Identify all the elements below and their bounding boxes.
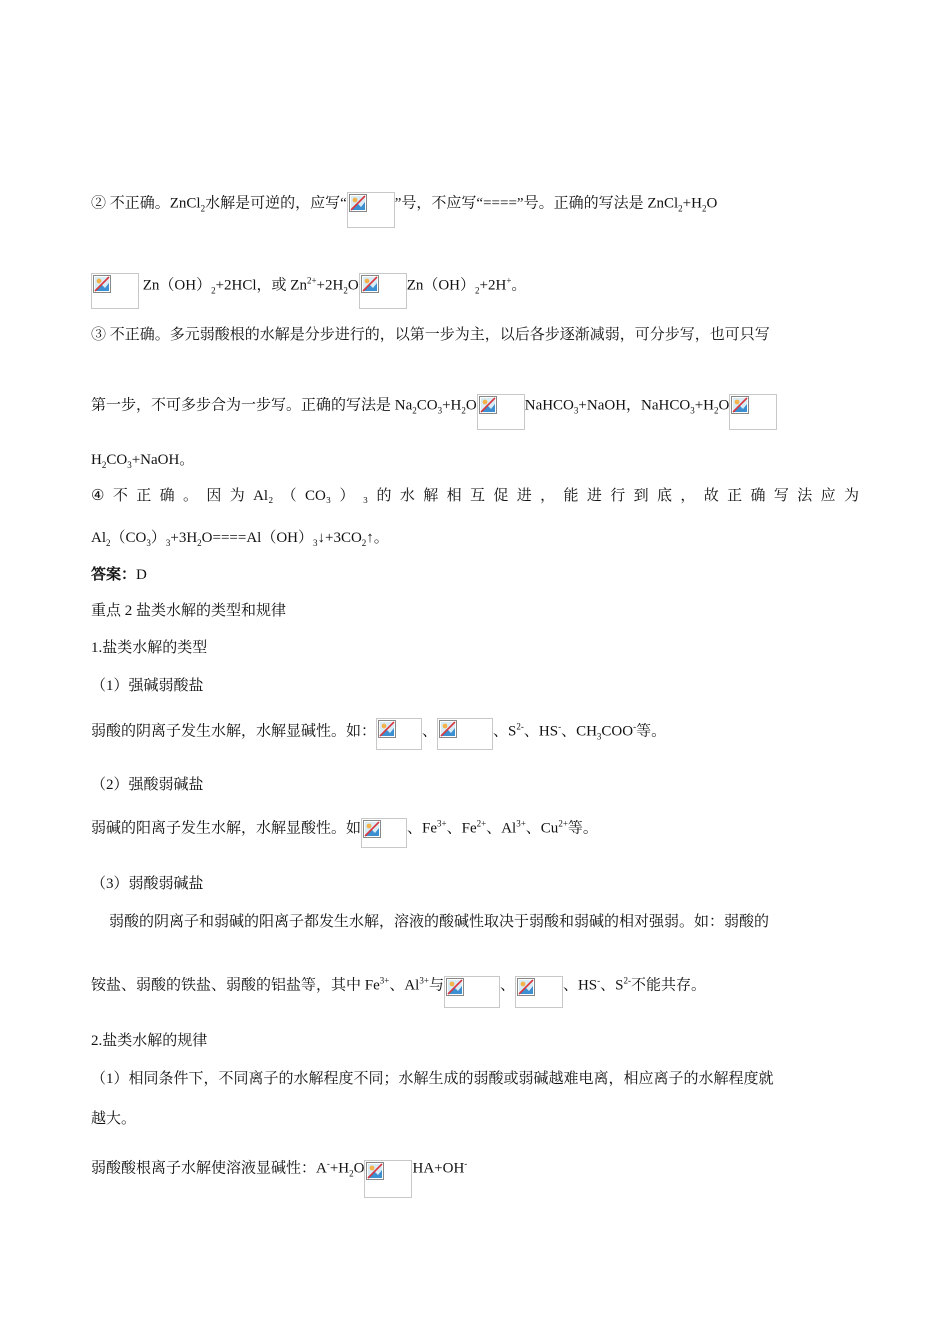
p4-token: 法 (797, 488, 813, 504)
p4-token: 的 (376, 488, 392, 504)
p4-token: 为 (229, 488, 245, 504)
s3-line-2: 铵盐、弱酸的铁盐、弱酸的铝盐等，其中 $Fe^{3+}$、$Al^{3+}$与 、 、HS-、$S^{2-}$不能共存。 (91, 970, 706, 1002)
p4-token: 确 (750, 488, 766, 504)
p4-token: 底 (656, 488, 672, 504)
p4-token: 故 (703, 488, 719, 504)
paragraph-3-line-1: ③ 不正确。多元弱酸根的水解是分步进行的，以第一步为主，以后各步逐渐减弱，可分步写，也可只写 (91, 327, 770, 343)
p4-token: 正 (136, 488, 152, 504)
broken-image-icon (376, 718, 422, 750)
paragraph-2-line-2: $Zn(OH)_2+2HCl$，或 $Zn^{2+}+2H_2O$ $Zn(OH)_2+2H^+$。 (91, 268, 526, 304)
p4-token: ₃ (362, 488, 369, 504)
p4-token: ） (339, 488, 355, 504)
subheading-2: （2）强酸弱碱盐 (91, 777, 204, 793)
p4-token: 写 (773, 488, 789, 504)
p4-token: 不 (112, 488, 128, 504)
answer-line (91, 564, 147, 586)
p4-token: 能 (563, 488, 579, 504)
p4-token: 应 (820, 488, 836, 504)
p4-token: CO₃ (305, 488, 332, 504)
s2-text: 弱碱的阳离子发生水解，水解显酸性。如 、$Fe^{3+}$、$Fe^{2+}$、$Al^{3+}$、$Cu^{2+}$等。 (91, 814, 598, 844)
broken-image-icon (364, 1160, 412, 1198)
subheading-1: （1）强碱弱酸盐 (91, 678, 204, 694)
broken-image-icon (347, 192, 395, 228)
p4-token: 进 (586, 488, 602, 504)
section-title: 重点 2 盐类水解的类型和规律 (91, 603, 287, 619)
rule-1-equation: 弱酸酸根离子水解使溶液显碱性：$A^-+H_2O$ HA+OH- (91, 1150, 467, 1188)
heading-2: 2.盐类水解的规律 (91, 1033, 208, 1049)
paragraph-3-line-2: 第一步，不可多步合为一步写。正确的写法是 $Na_2CO_3+H_2O$ NaHCO$_3$+NaOH，$NaHCO_3+H_2O$ (91, 388, 859, 424)
paragraph-4-line-1 (91, 485, 859, 507)
p4-token: 水 (399, 488, 415, 504)
p4-token: （ (281, 488, 297, 504)
broken-image-icon (91, 273, 139, 309)
s1-text: 弱酸的阴离子发生水解，水解显碱性。如： 、 、$S^{2-}$、HS-、$CH_3COO^-$等。 (91, 716, 666, 748)
broken-image-icon (359, 273, 407, 309)
broken-image-icon (477, 394, 525, 430)
heading-1: 1.盐类水解的类型 (91, 640, 208, 656)
p4-token: ， (540, 488, 556, 504)
broken-image-icon (361, 818, 407, 848)
broken-image-icon (444, 976, 500, 1008)
answer-label: 答案： (91, 566, 137, 583)
rule-1-line-1: （1）相同条件下，不同离子的水解程度不同；水解生成的弱酸或弱碱越难电离，相应离子的水解程度就 (91, 1071, 774, 1087)
broken-image-icon (437, 718, 493, 750)
rule-1-line-2: 越大。 (91, 1111, 137, 1127)
paragraph-3-line-3: $H_2CO_3+NaOH$。 (91, 452, 195, 470)
p4-token: Al₂ (253, 488, 274, 504)
p4-token: 因 (206, 488, 222, 504)
p4-token: ④ (91, 488, 105, 504)
broken-image-icon (729, 394, 777, 430)
subheading-3: （3）弱酸弱碱盐 (91, 876, 204, 892)
p4-token: 确 (159, 488, 175, 504)
p4-token: 进 (516, 488, 532, 504)
answer-value: D (136, 567, 147, 583)
p4-token: ， (680, 488, 696, 504)
s3-line-1: 弱酸的阴离子和弱碱的阳离子都发生水解，溶液的酸碱性取决于弱酸和弱碱的相对强弱。如：弱酸的 (109, 914, 770, 930)
paragraph-4-line-2: $Al_2(CO_3)_3+3H_2O====Al(OH)_3↓+3CO_2↑$。 (91, 530, 389, 548)
p4-token: 互 (469, 488, 485, 504)
p4-token: 行 (610, 488, 626, 504)
p4-token: 相 (446, 488, 462, 504)
p4-token: 解 (423, 488, 439, 504)
p4-token: 。 (182, 488, 198, 504)
broken-image-icon (515, 976, 563, 1008)
p4-token: 为 (843, 488, 859, 504)
p4-token: 促 (493, 488, 509, 504)
p4-token: 到 (633, 488, 649, 504)
p4-token: 正 (727, 488, 743, 504)
paragraph-2-line-1: ② 不正确。ZnCl$_2$水解是可逆的，应写“ ”号，不应写“====”号。正确的写法是 $ZnCl_2+H_2O$ (91, 186, 859, 222)
